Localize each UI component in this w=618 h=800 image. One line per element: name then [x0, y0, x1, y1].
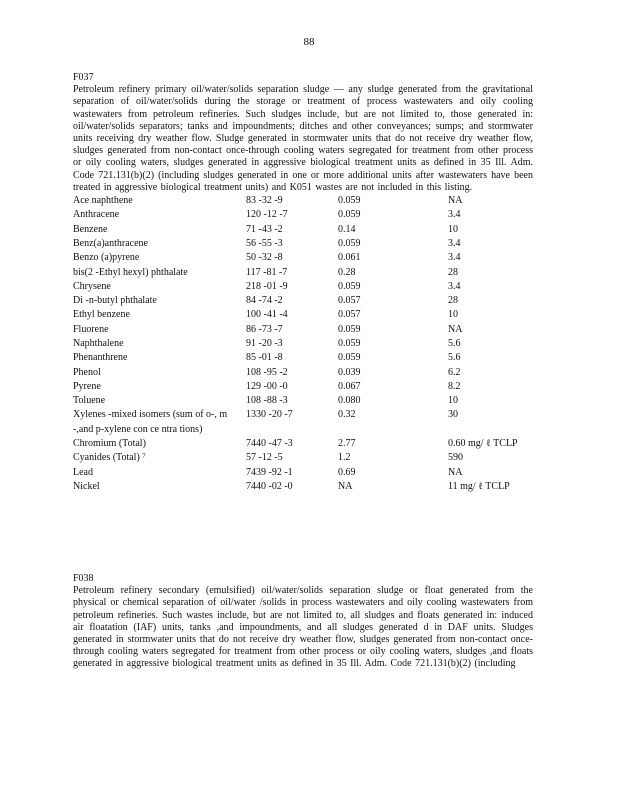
table-row [73, 208, 533, 222]
nonwastewater-standard: NA [448, 466, 463, 478]
table-row [73, 480, 533, 494]
nonwastewater-standard: 3.4 [448, 209, 461, 221]
constituent-name: Benz(a)anthracene [73, 237, 148, 249]
table-row [73, 437, 533, 451]
table-row [73, 194, 533, 208]
table-row [73, 451, 533, 465]
constituent-name: Chrysene [73, 280, 111, 292]
table-row [73, 266, 533, 280]
wastewater-standard: 0.059 [338, 209, 361, 221]
table-row [73, 323, 533, 337]
constituent-name: Xylenes -mixed isomers (sum of o-, m -,and p-xylene con ce ntra tions) [73, 409, 228, 435]
cas-number: 218 -01 -9 [246, 280, 288, 292]
cas-number: 108 -88 -3 [246, 395, 288, 407]
cas-number: 56 -55 -3 [246, 237, 283, 249]
table-row [73, 408, 533, 437]
f037-description: Petroleum refinery primary oil/water/solids separation sludge — any sludge generated from the gravitational separation of oil/water/solids during the storage or treatment of process wastewaters and oily cooling wastewaters from petroleum refineries. Such sludges include, but are not limited to, those generated in: oil/water/solids separators; tanks and impoundments; ditches and other conveyances; sumps; and stormwater units receiving dry weather flow. Sludge generated in stormwater units that do not receive dry weather flow, sludges generated from non-contact once-through cooling waters segregated for treatment from other process or oily cooling waters, sludges generated in aggressive biological treatment units as defined in 35 Ill. Adm. Code 721.131(b)(2) (including sludges generated in one or more additional units after wastewaters have been treated in aggressive biological treatment units) and K051 wastes are not included in this listing. [73, 84, 533, 193]
wastewater-standard: 0.059 [338, 237, 361, 249]
constituent-name: Phenanthrene [73, 352, 128, 364]
f037-constituent-table [73, 194, 533, 494]
wastewater-standard: 0.32 [338, 409, 356, 421]
constituent-name: Chromium (Total) [73, 438, 146, 450]
nonwastewater-standard: 10 [448, 223, 458, 235]
wastewater-standard: 0.039 [338, 366, 361, 378]
constituent-name: Toluene [73, 395, 106, 407]
cas-number: 1330 -20 -7 [246, 409, 293, 421]
table-row [73, 366, 533, 380]
f038-code: F038 [73, 573, 94, 584]
constituent-name: Ethyl benzene [73, 309, 130, 321]
wastewater-standard: 0.057 [338, 309, 361, 321]
cas-number: 86 -73 -7 [246, 323, 283, 335]
constituent-name: Cyanides (Total) ⁷ [73, 452, 146, 464]
constituent-name: bis(2 -Ethyl hexyl) phthalate [73, 266, 188, 278]
wastewater-standard: 0.067 [338, 380, 361, 392]
wastewater-standard: 0.28 [338, 266, 356, 278]
cas-number: 108 -95 -2 [246, 366, 288, 378]
cas-number: 117 -81 -7 [246, 266, 288, 278]
f037-section [73, 72, 533, 494]
wastewater-standard: 0.059 [338, 338, 361, 349]
cas-number: 91 -20 -3 [246, 338, 283, 349]
constituent-name: Naphthalene [73, 338, 124, 349]
table-row [73, 223, 533, 237]
nonwastewater-standard: 5.6 [448, 352, 461, 364]
table-row [73, 394, 533, 408]
cas-number: 83 -32 -9 [246, 195, 283, 207]
wastewater-standard: 0.061 [338, 252, 361, 264]
table-row [73, 237, 533, 251]
nonwastewater-standard: 10 [448, 309, 458, 321]
wastewater-standard: 2.77 [338, 438, 356, 450]
wastewater-standard: 0.69 [338, 466, 356, 478]
nonwastewater-standard: 28 [448, 266, 458, 278]
constituent-name: Lead [73, 466, 93, 478]
nonwastewater-standard: 10 [448, 395, 458, 407]
table-row [73, 280, 533, 294]
nonwastewater-standard: 11 mg/ ℓ TCLP [448, 480, 510, 492]
nonwastewater-standard: 6.2 [448, 366, 461, 378]
nonwastewater-standard: 0.60 mg/ ℓ TCLP [448, 438, 518, 450]
constituent-name: Ace naphthene [73, 195, 133, 207]
cas-number: 85 -01 -8 [246, 352, 283, 364]
cas-number: 100 -41 -4 [246, 309, 288, 321]
cas-number: 7440 -02 -0 [246, 480, 293, 492]
nonwastewater-standard: 30 [448, 409, 458, 421]
constituent-name: Fluorene [73, 323, 109, 335]
constituent-name: Pyrene [73, 380, 101, 392]
cas-number: 84 -74 -2 [246, 295, 283, 307]
constituent-name: Anthracene [73, 209, 120, 221]
cas-number: 129 -00 -0 [246, 380, 288, 392]
nonwastewater-standard: NA [448, 195, 463, 207]
nonwastewater-standard: 5.6 [448, 338, 461, 349]
nonwastewater-standard: 8.2 [448, 380, 461, 392]
wastewater-standard: 0.059 [338, 195, 361, 207]
nonwastewater-standard: 590 [448, 452, 463, 464]
table-row [73, 337, 533, 351]
wastewater-standard: 0.080 [338, 395, 361, 407]
wastewater-standard: 0.14 [338, 223, 356, 235]
constituent-name: Di -n-butyl phthalate [73, 295, 157, 307]
f037-code: F037 [73, 72, 94, 83]
nonwastewater-standard: 3.4 [448, 252, 461, 264]
table-row [73, 251, 533, 265]
table-row [73, 294, 533, 308]
table-row [73, 466, 533, 480]
wastewater-standard: 0.059 [338, 323, 361, 335]
wastewater-standard: 0.059 [338, 352, 361, 364]
page-number: 88 [303, 36, 315, 48]
nonwastewater-standard: 3.4 [448, 280, 461, 292]
nonwastewater-standard: 28 [448, 295, 458, 307]
cas-number: 7439 -92 -1 [246, 466, 293, 478]
constituent-name: Benzo (a)pyrene [73, 252, 140, 264]
constituent-name: Benzene [73, 223, 108, 235]
cas-number: 120 -12 -7 [246, 209, 288, 221]
cas-number: 7440 -47 -3 [246, 438, 293, 450]
constituent-name: Nickel [73, 480, 100, 492]
cas-number: 57 -12 -5 [246, 452, 283, 464]
nonwastewater-standard: 3.4 [448, 237, 461, 249]
wastewater-standard: NA [338, 480, 353, 492]
constituent-name: Phenol [73, 366, 101, 378]
table-row [73, 380, 533, 394]
wastewater-standard: 0.059 [338, 280, 361, 292]
f038-section [73, 573, 533, 671]
wastewater-standard: 1.2 [338, 452, 351, 464]
nonwastewater-standard: NA [448, 323, 463, 335]
table-row [73, 351, 533, 365]
table-row [73, 308, 533, 322]
wastewater-standard: 0.057 [338, 295, 361, 307]
f038-description: Petroleum refinery secondary (emulsified) oil/water/solids separation sludge or float generated from the physical or chemical separation of oil/water /solids in process wastewaters and oily cooling wastewaters from petroleum refineries. Such wastes include, but are not limited to, all sludges and floats generated in: induced air floatation (IAF) units, tanks ,and impoundments, and all sludges generated d in DAF units. Sludges generated in stormwater units that do not receive dry weather flow, sludges generated from non-contact once-through cooling waters segregated for treatment from other process or oily cooling waters, sludges ,and floats generated in aggressive biological treatment units as defined in 35 Ill. Adm. Code 721.131(b)(2) (including [73, 585, 533, 670]
cas-number: 71 -43 -2 [246, 223, 283, 235]
cas-number: 50 -32 -8 [246, 252, 283, 264]
